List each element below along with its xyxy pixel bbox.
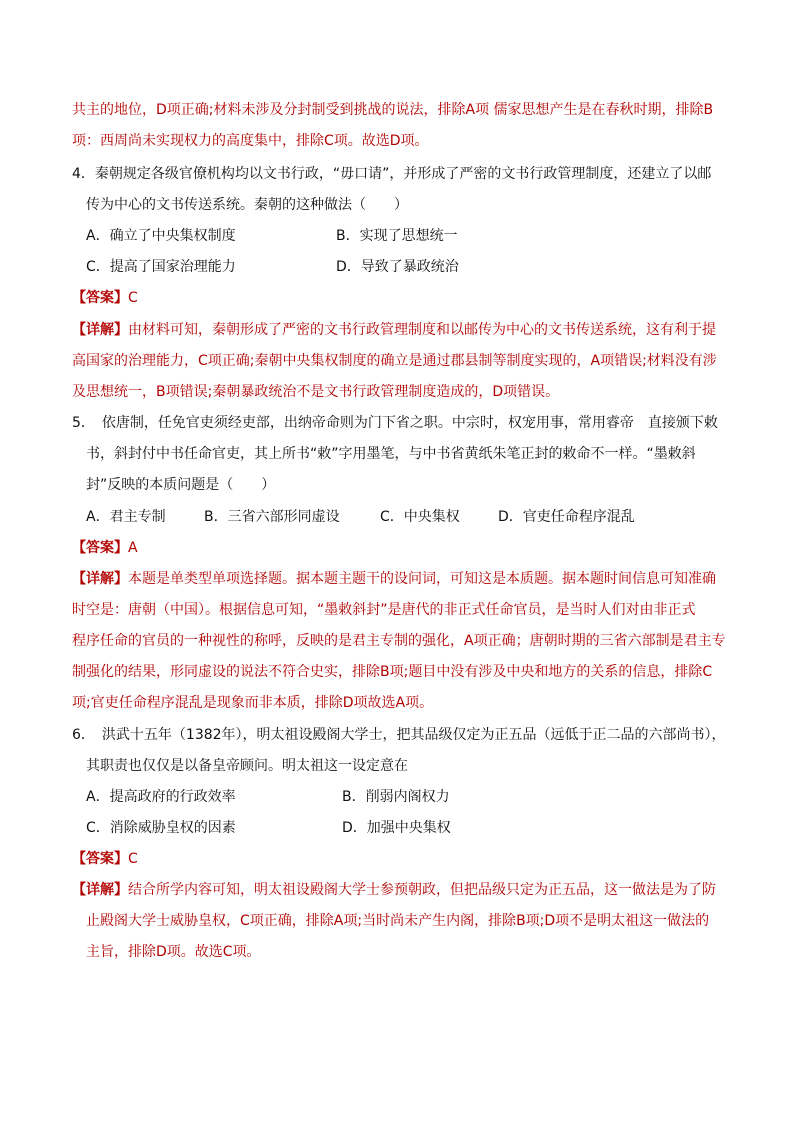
q4-stem-line-1: 4．秦朝规定各级官僚机构均以文书行政，“毋口请”，并形成了严密的文书行政管理制度，还建立了以邮 — [72, 166, 712, 182]
q5-detail-text-1: 本题是单类型单项选择题。据本题主题干的设问词，可知这是本质题。据本题时间信息可知准确 — [128, 571, 716, 587]
q6-option-b: B．削弱内阁权力 — [342, 789, 450, 805]
q6-stem-line-1: 6． 洪武十五年（1382年），明太祖设殿阁大学士，把其品级仅定为正五品（远低于正二品的六部尚书）， — [72, 727, 726, 743]
q6-answer — [72, 849, 138, 869]
q6-stem-line-2: 其职责也仅仅是以备皇帝顾问。明太祖这一设定意在 — [86, 758, 408, 774]
q6-option-d: D．加强中央集权 — [342, 820, 451, 836]
q5-option-c: C．中央集权 — [380, 509, 460, 525]
q6-detail-line-1 — [72, 880, 716, 900]
q5-detail-line-2: 时空是：唐朝（中国）。根据信息可知，“墨敕斜封”是唐代的非正式任命官员，是当时人们对由非正式 — [72, 602, 696, 618]
prev-detail-line-2: 项：西周尚未实现权力的高度集中，排除C项。故选D项。 — [72, 133, 429, 149]
q5-answer-value: A — [128, 540, 138, 556]
q6-answer-tag: 【答案】 — [72, 851, 128, 867]
q5-detail-line-4: 制强化的结果，形同虚设的说法不符合史实，排除B项;题目中没有涉及中央和地方的关系的信息，排除C — [72, 664, 713, 680]
q4-option-d: D．导致了暴政统治 — [336, 259, 459, 275]
q6-detail-line-3: 主旨，排除D项。故选C项。 — [86, 944, 261, 960]
q4-detail-line-2: 高国家的治理能力，C项正确;秦朝中央集权制度的确立是通过郡县制等制度实现的，A项错误;材料没有涉 — [72, 353, 717, 369]
q6-detail-line-2: 止殿阁大学士威胁皇权，C项正确，排除A项;当时尚未产生内阁，排除B项;D项不是明太祖这一做法的 — [86, 913, 710, 929]
q5-stem-line-3: 封”反映的本质问题是（ ） — [86, 477, 276, 493]
q4-option-a: A．确立了中央集权制度 — [86, 228, 236, 244]
q5-stem-line-2: 书，斜封付中书任命官吏，其上所书“敕”字用墨笔，与中书省黄纸朱笔正封的敕命不一样。“墨敕斜 — [86, 446, 696, 462]
q5-answer-tag: 【答案】 — [72, 540, 128, 556]
q4-answer — [72, 288, 138, 308]
q5-detail-line-1 — [72, 569, 716, 589]
q4-detail-line-1 — [72, 320, 716, 340]
q5-detail-line-5: 项;官吏任命程序混乱是现象而非本质，排除D项故选A项。 — [72, 695, 434, 711]
q4-option-b: B．实现了思想统一 — [336, 228, 458, 244]
prev-detail-line-1: 共主的地位，D项正确;材料未涉及分封制受到挑战的说法，排除A项 儒家思想产生是在春秋时期，排除B — [72, 102, 714, 118]
q4-answer-tag: 【答案】 — [72, 290, 128, 306]
q5-stem-line-1: 5． 依唐制，任免官吏须经吏部，出纳帝命则为门下省之职。中宗时，权宠用事，常用睿帝 直接颁下敕 — [72, 415, 718, 431]
q5-detail-tag: 【详解】 — [72, 571, 128, 587]
q4-option-c: C．提高了国家治理能力 — [86, 259, 236, 275]
q4-detail-tag: 【详解】 — [72, 322, 128, 338]
q5-detail-line-3: 程序任命的官员的一种视性的称呼，反映的是君主专制的强化，A项正确；唐朝时期的三省六部制是君主专 — [72, 633, 726, 649]
q6-option-c: C．消除威胁皇权的因素 — [86, 820, 236, 836]
q4-detail-line-3: 及思想统一，B项错误;秦朝暴政统治不是文书行政管理制度造成的，D项错误。 — [72, 384, 560, 400]
q6-option-a: A．提高政府的行政效率 — [86, 789, 236, 805]
q6-answer-value: C — [128, 851, 138, 867]
q4-detail-text-1: 由材料可知，秦朝形成了严密的文书行政管理制度和以邮传为中心的文书传送系统，这有利于提 — [128, 322, 716, 338]
q4-answer-value: C — [128, 290, 138, 306]
q5-option-a: A．君主专制 — [86, 509, 166, 525]
q4-stem-line-2: 传为中心的文书传送系统。秦朝的这种做法（ ） — [86, 197, 408, 213]
q5-answer — [72, 538, 138, 558]
q6-detail-tag: 【详解】 — [72, 882, 128, 898]
q6-detail-text-1: 结合所学内容可知，明太祖设殿阁大学士参预朝政，但把品级只定为正五品，这一做法是为了防 — [128, 882, 716, 898]
q5-option-d: D．官吏任命程序混乱 — [498, 509, 635, 525]
q5-option-b: B．三省六部形同虚设 — [204, 509, 340, 525]
